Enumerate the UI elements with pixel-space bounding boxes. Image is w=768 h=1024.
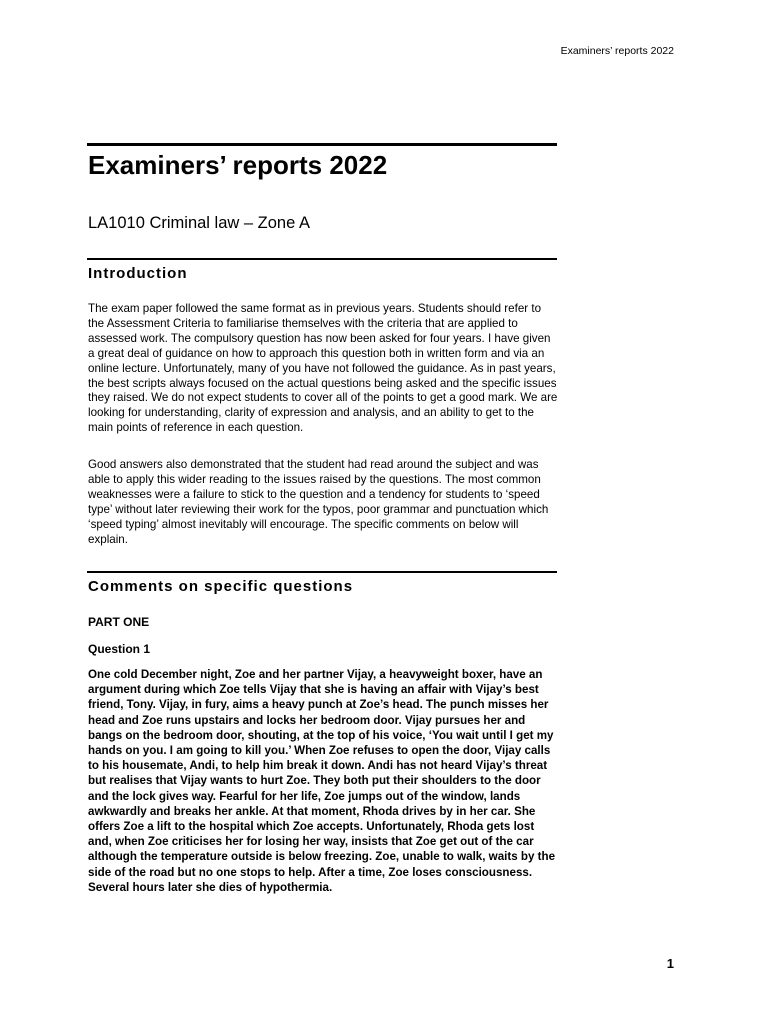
- introduction-rule: [87, 258, 557, 260]
- comments-heading: Comments on specific questions: [88, 578, 354, 595]
- introduction-paragraph-2: Good answers also demonstrated that the student had read around the subject and was able to apply this wider reading to the issues raised by the questions. The most common weaknesses were a failure to stick to the question and a tendency for students to ‘speed type’ without later reviewing their work for the typos, poor grammar and punctuation which ‘speed typing’ almost inevitably will encourage. The specific comments on below will explain.: [88, 458, 549, 546]
- introduction-heading: Introduction: [88, 265, 188, 282]
- title-rule: [87, 143, 557, 146]
- introduction-paragraph-1: The exam paper followed the same format as in previous years. Students should refer to the Assessment Criteria to familiarise themselves with the criteria that are applied to assessed work. The compulsory question has now been asked for four years. I have given a great deal of guidance on how to approach this question both in written form and via an online lecture. Unfortunately, many of you have not followed the guidance. As in past years, the best scripts always focused on the actual questions being asked and the specific issues they raised. We do not expect students to cover all of the points to get a good mark. We are looking for understanding, clarity of expression and analysis, and an ability to get to the main points of reference in each question.: [88, 302, 558, 435]
- question-label: Question 1: [88, 642, 151, 656]
- question-text: One cold December night, Zoe and her partner Vijay, a heavyweight boxer, have an argument during which Zoe tells Vijay that she is having an affair with Vijay’s best friend, Tony. Vijay, in fury, aims a heavy punch at Zoe’s head. The punch misses her head and Zoe runs upstairs and locks her bedroom door. Vijay pursues her and bangs on the bedroom door, shouting, at the top of his voice, ‘You wait until I get my hands on you. I am going to kill you.’ When Zoe refuses to open the door, Vijay calls to his housemate, Andi, to help him break it down. Andi has not heard Vijay’s threat but realises that Vijay wants to hurt Zoe. They both put their shoulders to the door and the lock gives way. Fearful for her life, Zoe jumps out of the window, lands awkwardly and breaks her ankle. At that moment, Rhoda drives by in her car. She offers Zoe a lift to the hospital which Zoe accepts. Unfortunately, Rhoda gets lost and, when Zoe criticises her for losing her way, insists that Zoe get out of the car although the temperature outside is below freezing. Zoe, unable to walk, waits by the side of the road but no one stops to help. After a time, Zoe loses consciousness. Several hours later she dies of hypothermia.: [88, 668, 556, 894]
- running-header: Examiners’ reports 2022: [560, 45, 674, 57]
- page-number: 1: [666, 956, 674, 971]
- course-title: LA1010 Criminal law – Zone A: [88, 214, 310, 232]
- comments-rule: [87, 571, 557, 573]
- document-title: Examiners’ reports 2022: [88, 150, 388, 180]
- part-heading: PART ONE: [88, 615, 150, 629]
